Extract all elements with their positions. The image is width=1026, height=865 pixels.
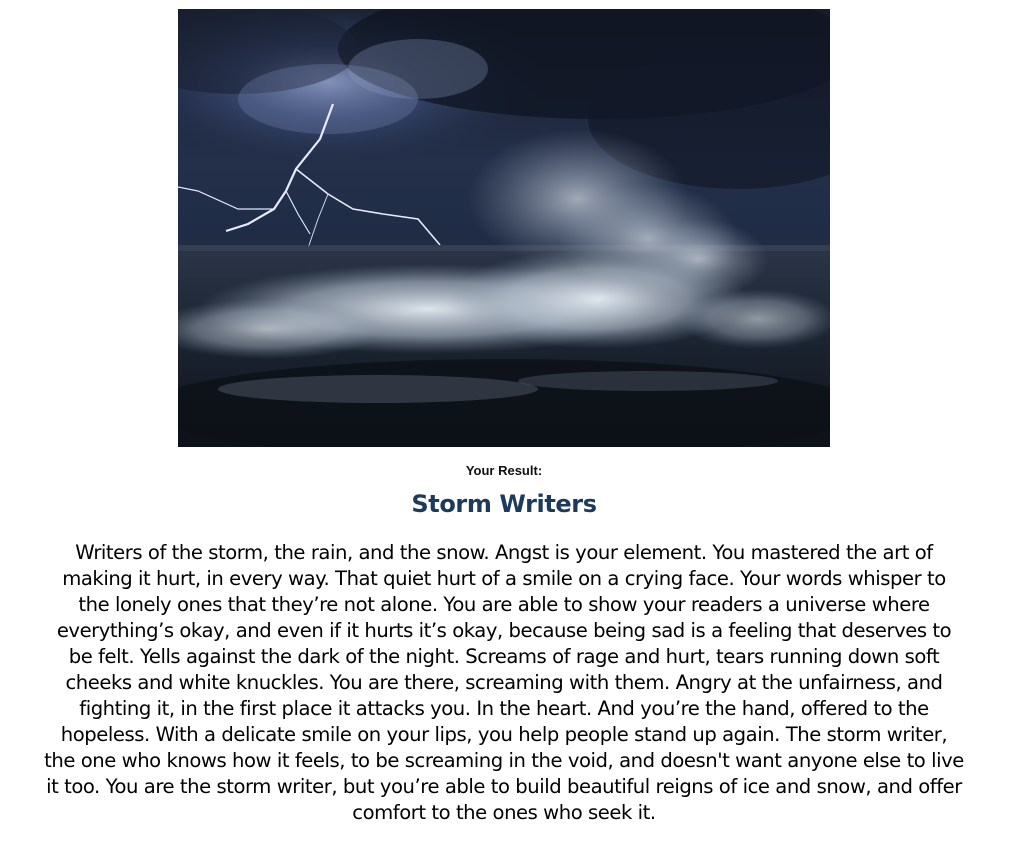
result-description: Writers of the storm, the rain, and the snow. Angst is your element. You mastered the art of making it hurt, in every way. That quiet hurt of a smile on a crying face. Your words whisper to the lonely ones that they’re not alone. You are able to show your readers a universe where everything’s okay, and even if it hurts it’s okay, because being sad is a feeling that deserves to be felt. Yells against the dark of the night. Screams of rage and hurt, tears running down soft cheeks and white knuckles. You are there, screaming with them. Angry at the unfairness, and fighting it, in the first place it attacks you. In the heart. And you’re the hand, offered to the hopeless. With a delicate smile on your lips, you help people stand up again. The storm writer, the one who knows how it feels, to be screaming in the void, and doesn't want anyone else to live it too. You are the storm writer, but you’re able to build beautiful reigns of ice and snow, and offer comfort to the ones who seek it. [44,541,964,824]
storm-sea-image [178,9,830,447]
result-kicker: Your Result: [465,463,543,478]
result-title: Storm Writers [411,490,597,518]
